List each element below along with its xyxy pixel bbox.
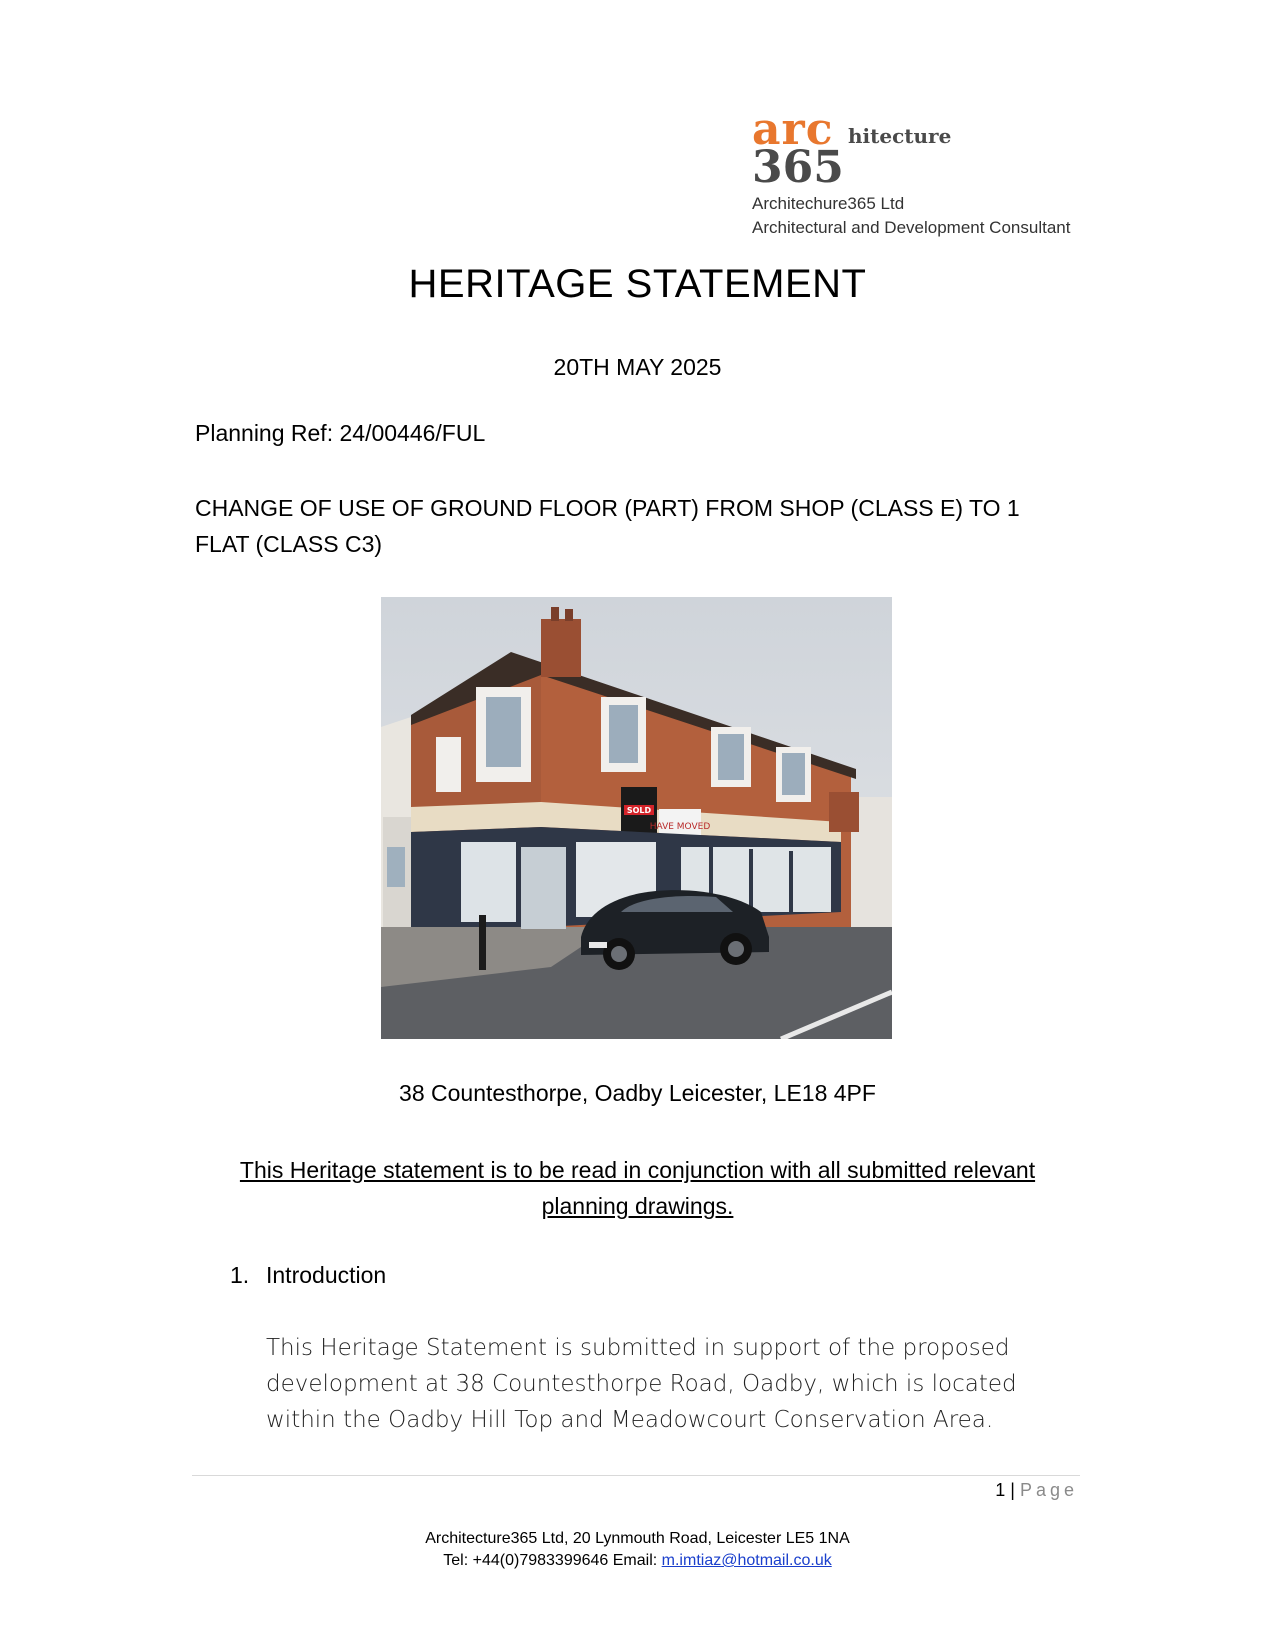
- page-title: HERITAGE STATEMENT: [408, 262, 867, 306]
- footer-tel: Tel: +44(0)7983399646 Email:: [443, 1552, 662, 1569]
- building-photo: [381, 597, 892, 1039]
- footer-email-link[interactable]: m.imtiaz@hotmail.co.uk: [661, 1552, 832, 1569]
- reading-note: This Heritage statement is to be read in conjunction with all submitted relevant planning drawings.: [239, 1157, 1036, 1219]
- footer-address: Architecture365 Ltd, 20 Lynmouth Road, Leicester LE5 1NA: [425, 1530, 850, 1547]
- page-number: [980, 1480, 1078, 1501]
- section-heading: Introduction: [266, 1262, 387, 1288]
- footer-contact: [0, 1552, 1275, 1570]
- document-date: 20TH MAY 2025: [553, 354, 722, 380]
- company-logo: [752, 104, 1132, 243]
- sold-sign-text: SOLD: [626, 806, 652, 815]
- site-address: 38 Countesthorpe, Oadby Leicester, LE18 4PF: [399, 1080, 876, 1106]
- moved-sign-text: HAVE MOVED: [649, 822, 711, 832]
- logo-mark-hitecture: hitecture: [848, 124, 952, 148]
- logo-company-name: Architechure365 Ltd: [752, 194, 905, 213]
- page-number-value: 1: [995, 1480, 1006, 1500]
- section-number: 1.: [230, 1262, 250, 1288]
- logo-tagline: Architectural and Development Consultant: [752, 218, 1071, 237]
- proposal-description: CHANGE OF USE OF GROUND FLOOR (PART) FROM SHOP (CLASS E) TO 1 FLAT (CLASS C3): [195, 495, 1020, 557]
- logo-mark-arc: arc: [752, 104, 834, 155]
- planning-reference: Planning Ref: 24/00446/FUL: [195, 420, 486, 446]
- footer-divider: [192, 1475, 1080, 1476]
- page-number-label: Page: [1019, 1480, 1078, 1500]
- section-body: This Heritage Statement is submitted in support of the proposed development at 38 Countesthorpe Road, Oadby, which is located within the Oadby Hill Top and Meadowcourt Conservation Area.: [266, 1335, 1017, 1433]
- logo-mark-365: 365: [752, 142, 844, 193]
- page-number-separator: |: [1010, 1480, 1015, 1500]
